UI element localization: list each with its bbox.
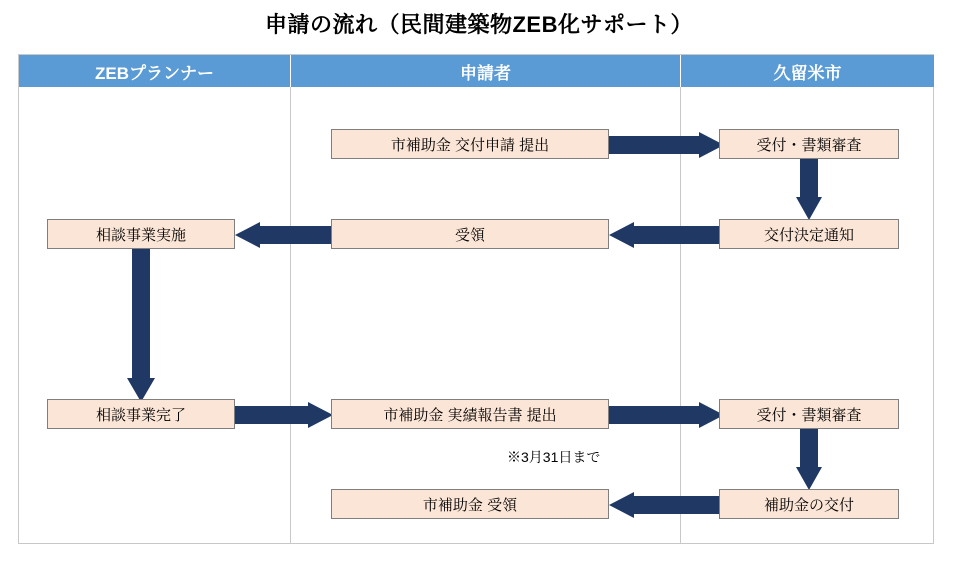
arrow-review2-to-payment [796, 427, 822, 491]
column-header-kurume-city [681, 55, 934, 87]
node-label: 受付・書類審査 [756, 406, 862, 424]
node-reception-review-1[interactable] [719, 129, 899, 159]
node-label: 市補助金 受領 [422, 496, 518, 514]
arrow-submit-to-review1 [607, 132, 725, 158]
node-label: 相談事業完了 [95, 406, 186, 424]
node-label: 補助金の交付 [763, 496, 854, 514]
column-header-label: ZEBプランナー [95, 63, 214, 83]
node-label: 受領 [454, 226, 485, 244]
node-reception-review-2[interactable] [719, 399, 899, 429]
arrow-complete-to-report [235, 402, 333, 428]
page-title: 申請の流れ（民間建築物ZEB化サポート） [264, 12, 693, 37]
column-divider-1 [290, 87, 291, 544]
column-header-applicant [291, 55, 680, 87]
arrow-review1-to-notice [796, 157, 822, 221]
node-consult-start[interactable] [47, 219, 235, 249]
node-submit-report[interactable] [331, 399, 609, 429]
arrow-receipt-to-consult-start [235, 222, 333, 248]
node-receive-subsidy[interactable] [331, 489, 609, 519]
node-label: 市補助金 実績報告書 提出 [383, 406, 557, 424]
node-submit-application[interactable] [331, 129, 609, 159]
node-label: 市補助金 交付申請 提出 [390, 136, 550, 154]
arrow-payment-to-receive [609, 492, 721, 518]
node-grant-payment[interactable] [719, 489, 899, 519]
node-label: 交付決定通知 [763, 226, 854, 244]
column-header-zeb-planner [19, 55, 290, 87]
column-header-label: 申請者 [460, 63, 511, 83]
node-label: 受付・書類審査 [756, 136, 862, 154]
node-grant-decision-notice[interactable] [719, 219, 899, 249]
node-consult-complete[interactable] [47, 399, 235, 429]
arrow-notice-to-receipt [609, 222, 721, 248]
column-header-label: 久留米市 [773, 63, 842, 83]
node-label: 相談事業実施 [95, 226, 186, 244]
node-receipt[interactable] [331, 219, 609, 249]
flow-diagram [18, 54, 934, 544]
arrow-consult-start-to-complete [127, 247, 155, 403]
arrow-report-to-review2 [607, 402, 725, 428]
deadline-note: ※3月31日まで [507, 449, 601, 465]
